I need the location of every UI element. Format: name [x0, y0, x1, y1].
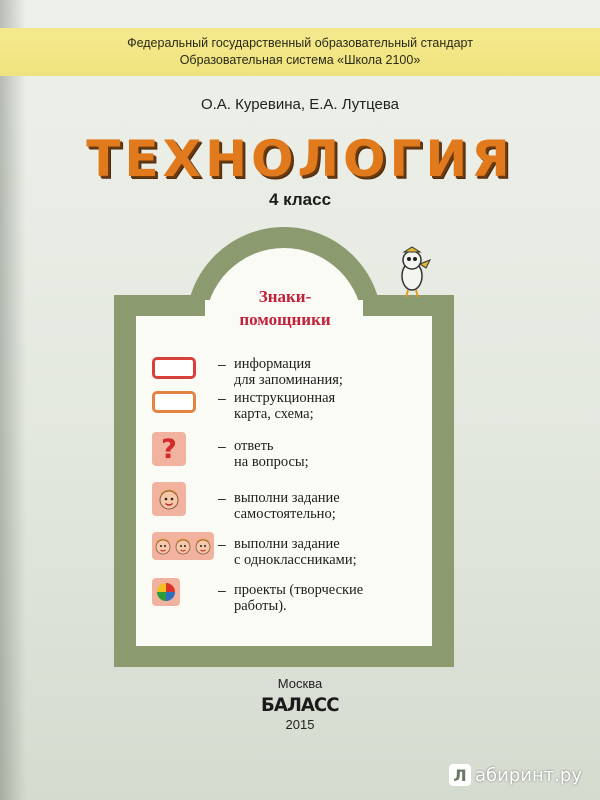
labirint-logo-icon: Л — [449, 764, 471, 786]
legend-text: информация для запоминания; — [234, 356, 343, 388]
publisher-logo: БАЛАСС — [261, 694, 339, 716]
legend-text: ответь на вопросы; — [234, 438, 309, 470]
legend-text: проекты (творческие работы). — [234, 582, 364, 614]
instruction-card-icon — [152, 391, 196, 413]
three-children-icon — [152, 532, 214, 565]
labirint-watermark — [449, 762, 582, 788]
standard-line-1: Федеральный государственный образовательный стандарт — [127, 36, 473, 50]
publisher-city: Москва — [277, 676, 323, 691]
book-title: ТЕХНОЛОГИЯ — [86, 130, 514, 188]
legend-dash: – — [218, 390, 226, 406]
watermark-text: абиринт.ру — [474, 764, 582, 786]
legend-dash: – — [218, 582, 226, 598]
publisher-block — [0, 676, 600, 732]
publication-year: 2015 — [285, 717, 315, 732]
grade-label: 4 класс — [268, 190, 332, 209]
standard-line-2: Образовательная система «Школа 2100» — [179, 53, 421, 67]
legend-text: выполни задание самостоятельно; — [234, 490, 340, 522]
project-circle-icon — [152, 578, 180, 606]
legend-dash: – — [218, 536, 226, 552]
legend-dash: – — [218, 356, 226, 372]
signs-heading-line-2: помощники — [239, 310, 331, 329]
legend-dash: – — [218, 438, 226, 454]
standard-banner — [0, 28, 600, 76]
legend-dash: – — [218, 490, 226, 506]
signs-heading-line-1: Знаки- — [258, 287, 312, 306]
child-face-icon — [152, 482, 186, 516]
bird-mascot-icon — [392, 246, 432, 298]
legend-text: инструкционная карта, схема; — [234, 390, 336, 422]
authors: О.А. Куревина, Е.А. Лутцева — [200, 96, 400, 113]
information-box-icon — [152, 357, 196, 379]
signs-heading — [190, 285, 380, 331]
question-mark-icon: ? — [152, 432, 186, 466]
legend-text: выполни задание с одноклассниками; — [234, 536, 357, 568]
